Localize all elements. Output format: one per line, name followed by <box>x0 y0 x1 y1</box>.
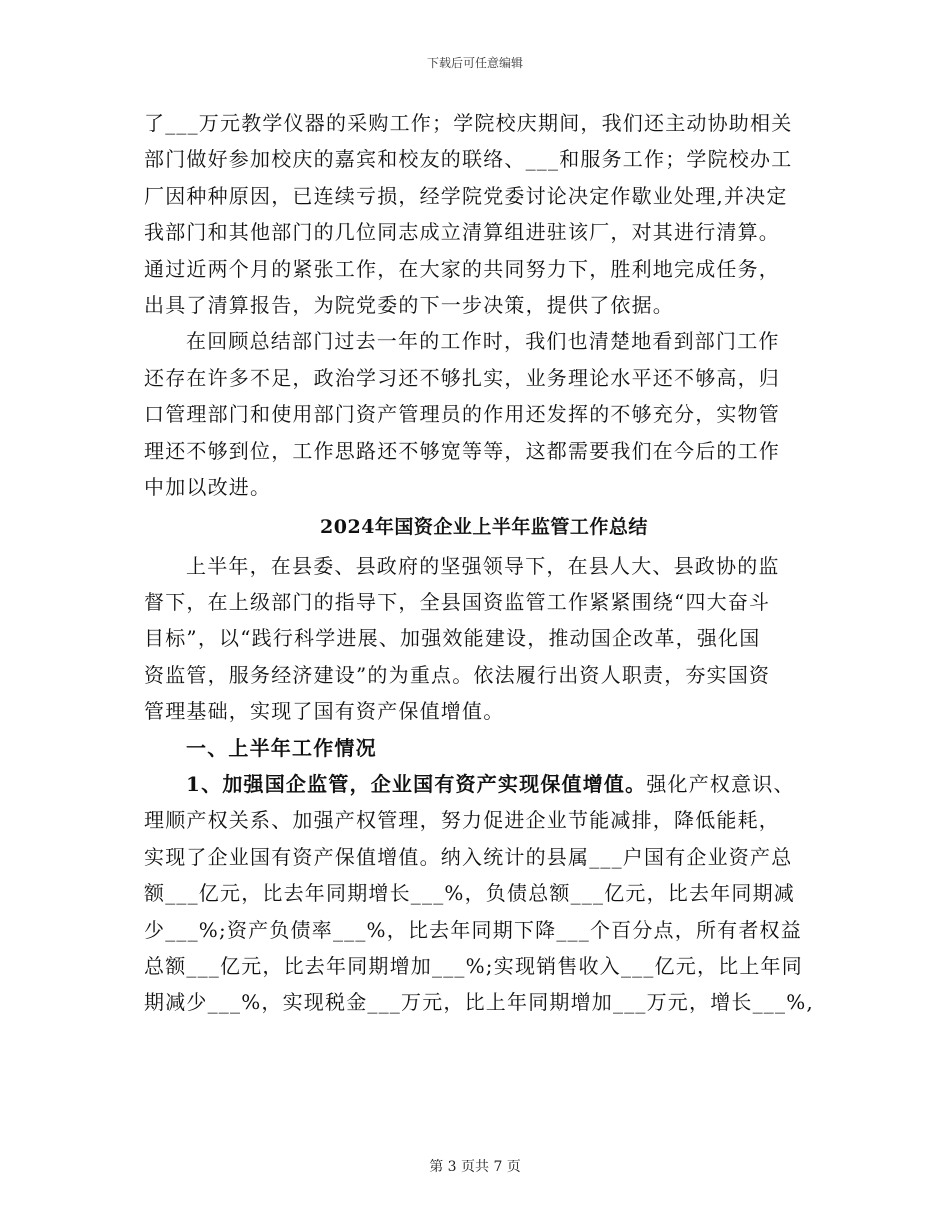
text-line: 口管理部门和使用部门资产管理员的作用还发挥的不够充分，实物管 <box>144 402 780 427</box>
text-line: 总额___亿元，比去年同期增加___%;实现销售收入___亿元，比上年同 <box>144 953 803 978</box>
text-line: 期减少___%，实现税金___万元，比上年同期增加___万元，增长___%, <box>144 990 814 1015</box>
text-line: 厂因种种原因，已连续亏损，经学院党委讨论决定作歇业处理,并决定 <box>144 183 788 208</box>
text-line: 理顺产权关系、加强产权管理，努力促进企业节能减排，降低能耗， <box>144 808 780 833</box>
text-line: 了___万元教学仪器的采购工作；学院校庆期间，我们还主动协助相关 <box>144 111 793 135</box>
bold-lead-phrase: 1、加强国企监管，企业国有资产实现保值增值。 <box>186 772 647 797</box>
document-body <box>144 105 824 1021</box>
text-line: 上半年，在县委、县政府的坚强领导下，在县人大、县政协的监 <box>186 553 780 578</box>
text-line: 实现了企业国有资产保值增值。纳入统计的县属___户国有企业资产总 <box>144 844 793 869</box>
text-line: 目标”，以“践行科学进展、加强效能建设，推动国企改革，强化国 <box>144 626 761 651</box>
text-line: 中加以改进。 <box>144 474 272 499</box>
text-line: 管理基础，实现了国有资产保值增值。 <box>144 699 505 724</box>
text-line: 我部门和其他部门的几位同志成立清算组进驻该厂，对其进行清算。 <box>144 220 780 245</box>
text-line: 理还不够到位，工作思路还不够宽等等，这都需要我们在今后的工作 <box>144 438 780 463</box>
text-line: 还存在许多不足，政治学习还不够扎实，业务理论水平还不够高，归 <box>144 365 780 390</box>
text-line: 少___%;资产负债率___%，比去年同期下降___个百分点，所有者权益 <box>144 917 802 942</box>
text-line: 部门做好参加校庆的嘉宾和校友的联络、___和服务工作；学院校办工 <box>144 147 793 172</box>
text-run: 强化产权意识、 <box>646 772 795 797</box>
text-line <box>144 766 824 802</box>
page-header: 下载后可任意编辑 <box>426 56 523 70</box>
subsection-heading: 一、上半年工作情况 <box>186 735 377 760</box>
text-line: 资监管，服务经济建设”的为重点。依法履行出资人职责，夯实国资 <box>144 662 771 687</box>
text-line: 出具了清算报告，为院党委的下一步决策，提供了依据。 <box>144 292 674 317</box>
text-line: 在回顾总结部门过去一年的工作时，我们也清楚地看到部门工作 <box>186 329 780 354</box>
section-title: 2024年国资企业上半年监管工作总结 <box>320 516 648 539</box>
text-line: 通过近两个月的紧张工作，在大家的共同努力下，胜利地完成任务， <box>144 256 780 281</box>
page-footer: 第 3 页共 7 页 <box>429 1159 521 1175</box>
text-line: 额___亿元，比去年同期增长___%，负债总额___亿元，比去年同期减 <box>144 881 796 906</box>
text-line: 督下，在上级部门的指导下，全县国资监管工作紧紧围绕“四大奋斗 <box>144 590 771 615</box>
